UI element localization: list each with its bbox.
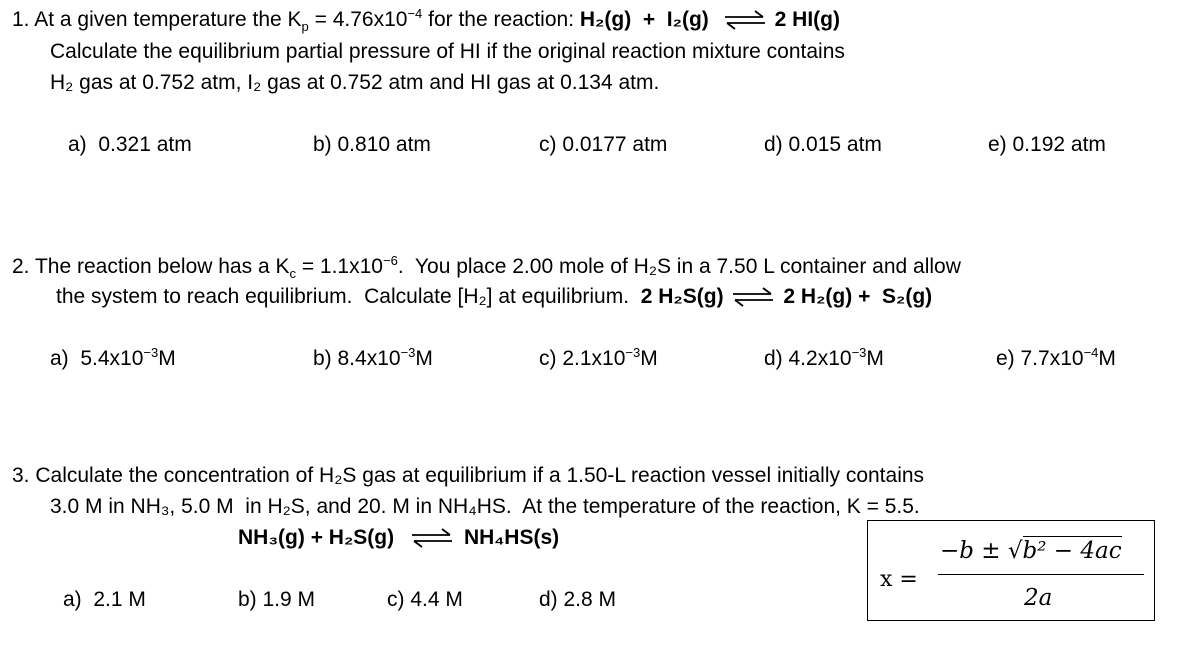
q1-answer-a[interactable]: a) 0.321 atm: [68, 133, 192, 156]
q3-reaction-right: NH₄HS(s): [463, 526, 560, 549]
q2-text-mid: = 1.1x10: [295, 255, 383, 278]
q1-k-sup: −4: [407, 6, 423, 21]
q3-number: 3.: [12, 464, 30, 487]
q1-text-pre: At a given temperature the K: [34, 8, 302, 31]
q3-equilibrium-arrow-icon: [410, 528, 454, 548]
q3-reaction: [238, 527, 559, 548]
sqrt-icon: √: [1007, 538, 1023, 564]
q1-text-post: for the reaction:: [422, 8, 580, 31]
q1-text-mid: = 4.76x10: [308, 8, 408, 31]
q1-line3: H₂ gas at 0.752 atm, I₂ gas at 0.752 atm and HI gas at 0.134 atm.: [50, 71, 660, 94]
q2-text-post: . You place 2.00 mole of H₂S in a 7.50 L container and allow: [397, 255, 961, 278]
q3-text-line1: Calculate the concentration of H₂S gas at equilibrium if a 1.50-L reaction vessel initially contains: [35, 464, 925, 487]
q3-line2: 3.0 M in NH₃, 5.0 M in H₂S, and 20. M in NH₄HS. At the temperature of the reaction, K = 5.5.: [50, 495, 920, 518]
formula-fraction-bar: [938, 574, 1144, 575]
q2-number: 2.: [12, 255, 30, 278]
formula-lhs: x =: [880, 567, 918, 592]
q2-answer-c[interactable]: c) $2.1x10^{-3}M$: [539, 345, 658, 370]
q2-text-pre: The reaction below has a K: [34, 255, 290, 278]
q2-text-line2: the system to reach equilibrium. Calculate [H₂] at equilibrium.: [56, 285, 641, 308]
q2-k-sub: c: [289, 266, 296, 282]
q1-answer-d[interactable]: d) 0.015 atm: [764, 133, 882, 156]
q3-answer-d[interactable]: d) 2.8 M: [539, 588, 617, 611]
q2-line1: [12, 253, 961, 282]
q1-answer-b[interactable]: b) 0.810 atm: [313, 133, 431, 156]
q2-answer-e[interactable]: e) $7.7x10^{-4}M$: [996, 345, 1116, 370]
q2-equilibrium-arrow-icon: [731, 287, 775, 307]
formula-radicand: b² − 4ac: [1022, 538, 1122, 564]
q1-line1: [12, 6, 840, 35]
q2-k-sup: −6: [382, 253, 398, 268]
quadratic-formula-box: [867, 520, 1155, 621]
q2-reaction-left: 2 H₂S(g): [640, 285, 724, 308]
q1-answer-e[interactable]: e) 0.192 atm: [988, 133, 1106, 156]
q1-equilibrium-arrow-icon: [723, 10, 767, 30]
q1-answer-c[interactable]: c) 0.0177 atm: [539, 133, 668, 156]
q3-line1: [12, 465, 924, 486]
q2-reaction-right: 2 H₂(g) + S₂(g): [783, 285, 933, 308]
q1-reaction-right: 2 HI(g): [774, 8, 840, 31]
formula-denominator: 2a: [1024, 585, 1053, 611]
q1-k-sub: p: [301, 19, 309, 35]
formula-numerator: [940, 540, 1122, 563]
q3-reaction-left: NH₃(g) + H₂S(g): [238, 526, 395, 549]
q1-reaction-left: H₂(g) + I₂(g): [579, 8, 709, 31]
q2-answer-d[interactable]: d) $4.2x10^{-3}M$: [764, 345, 884, 370]
q3-answer-b[interactable]: b) 1.9 M: [238, 588, 316, 611]
formula-numerator-pre: −b ±: [940, 538, 1008, 564]
q1-line2: Calculate the equilibrium partial pressure of HI if the original reaction mixture contains: [50, 40, 845, 63]
q2-answer-a[interactable]: a) $5.4x10^{-3}M$: [50, 345, 176, 370]
q3-answer-a[interactable]: a) 2.1 M: [63, 588, 146, 611]
q2-answer-b[interactable]: b) $8.4x10^{-3}M$: [313, 345, 433, 370]
q2-line2: [56, 286, 932, 307]
q3-answer-c[interactable]: c) 4.4 M: [387, 588, 463, 611]
q1-number: 1.: [12, 8, 30, 31]
